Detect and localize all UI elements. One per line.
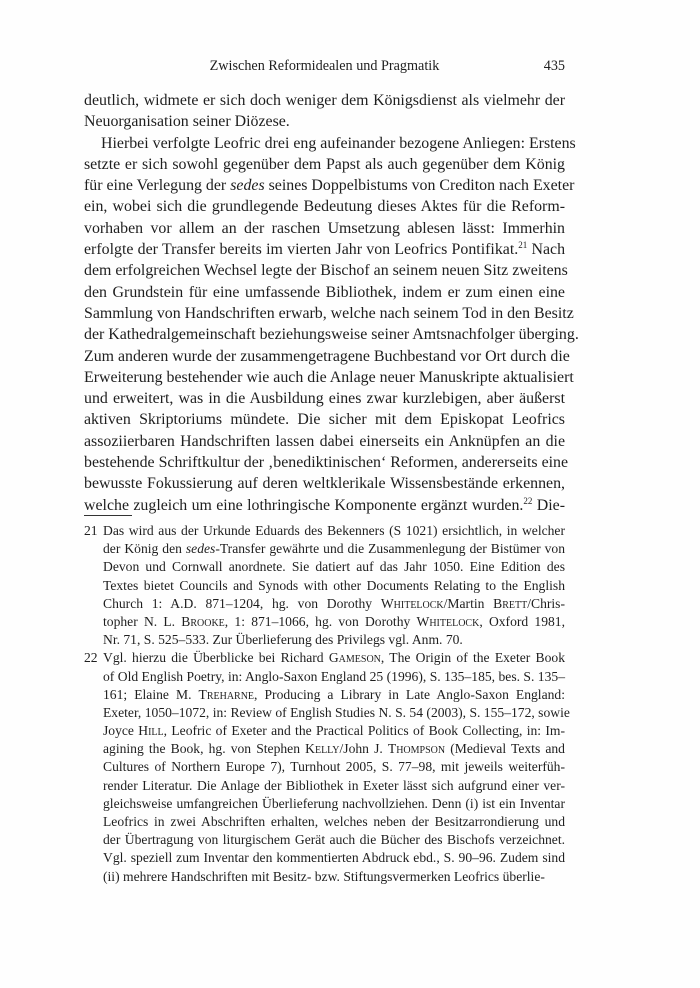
author-name: Hill (138, 723, 164, 739)
footnote-reference[interactable]: 21 (518, 240, 528, 251)
text-span: für eine Verlegung der (84, 177, 231, 195)
text-span: Joyce (103, 723, 139, 739)
footnote-line (103, 831, 565, 849)
text-span: Textes bietet Councils and Synods with other Documents Relating to the English (103, 577, 565, 593)
body-line (84, 175, 575, 196)
text-span: /Martin (443, 595, 494, 611)
body-line: dem erfolgreichen Wechsel legte der Bischof an seinem neuen Sitz zweitens (84, 262, 568, 280)
text-span: of Old English Poetry, in: Anglo-Saxon England 25 (1996), S. 135–185, bes. S. 135– (103, 668, 565, 684)
text-span: agining the Book, hg. von Stephen (103, 741, 306, 757)
text-span: erfolgte der Transfer bereits im vierten Jahr von Leofrics Pontifikat. (84, 241, 519, 259)
author-name: Whitelock (416, 613, 480, 629)
body-line (84, 239, 565, 260)
author-name: Treharne (198, 686, 255, 702)
body-line: aktiven Skriptoriums mündete. Die sicher mit dem Episkopat Leofrics (84, 411, 565, 429)
text-span: Church 1: A.D. 871–1204, hg. von Dorothy (103, 595, 381, 611)
body-line: assoziierbaren Handschriften lassen dabei einerseits ein Anknüpfen an die (84, 432, 565, 450)
body-line: vorhaben vor allem an der raschen Umsetzung ablesen lässt: Immerhin (84, 219, 565, 237)
footnote-line (103, 868, 565, 886)
text-span: , The Origin of the Exeter Book (380, 650, 566, 666)
italic-term: sedes (185, 541, 216, 557)
footnote-line (103, 558, 565, 576)
footnote-line (103, 631, 565, 649)
footnote-line (103, 813, 565, 831)
body-line: ein, wobei sich die grundlegende Bedeutung dieses Aktes für die Reform- (84, 198, 565, 216)
body-line: der Kathedralgemeinschaft beziehungsweise seiner Amtsnachfolger überging. (84, 326, 579, 344)
running-title: Zwischen Reformidealen und Pragmatik (209, 58, 440, 74)
footnote-number: 22 (84, 650, 98, 666)
body-line: bestehende Schriftkultur der ‚benediktinischen‘ Reformen, andererseits eine (84, 454, 569, 472)
text-span: der Übertragung von liturgischem Gerät auch die Bücher des Bischofs verzeichnet. (103, 832, 565, 848)
text-span: Nr. 71, S. 525–533. Zur Überlieferung des Privilegs vgl. Anm. 70. (103, 632, 463, 648)
text-span: , Producing a Library in Late Anglo-Saxon England: (254, 686, 565, 702)
body-line (84, 495, 565, 516)
footnote-line (103, 522, 565, 540)
text-span: /John J. (339, 741, 388, 757)
text-span: -Transfer gewährte und die Zusammenlegung der Bistümer von (215, 541, 565, 557)
footnote-line (103, 849, 565, 867)
footnote-separator (84, 515, 132, 516)
text-span: Vgl. hierzu die Überblicke bei Richard (103, 650, 329, 666)
page-number: 435 (543, 58, 565, 74)
body-line: Zum anderen wurde der zusammengetragene Buchbestand vor Ort durch die (84, 347, 570, 365)
footnotes (84, 522, 570, 886)
footnote-reference[interactable]: 22 (523, 495, 533, 506)
footnote-line (103, 613, 565, 631)
running-head (84, 58, 565, 80)
text-span: (ii) mehrere Handschriften mit Besitz- bzw. Stiftungsvermerken Leofrics überlie- (103, 868, 545, 884)
body-line: bewusste Fokussierung auf deren weltklerikale Wissensbestände erkennen, (84, 475, 565, 493)
text-span: Cultures of Northern Europe 7), Turnhout 2005, S. 77–98, mit jeweils weiterfüh- (103, 759, 565, 775)
text-span: Vgl. speziell zum Inventar den kommentierten Abdruck ebd., S. 90–96. Zudem sind (103, 850, 565, 866)
footnote-line (103, 540, 565, 558)
text-span: welche zugleich um eine lothringische Komponente ergänzt wurden. (84, 496, 524, 514)
body-line: deutlich, widmete er sich doch weniger dem Königsdienst als vielmehr der (84, 92, 565, 109)
footnote (84, 522, 565, 649)
author-name: Gameson (328, 650, 381, 666)
footnote-line (103, 686, 565, 704)
footnote-line (103, 795, 565, 813)
footnote-line (103, 777, 565, 795)
footnote-number: 21 (84, 523, 98, 538)
body-line: Hierbei verfolgte Leofric drei eng aufeinander bezogene Anliegen: Erstens (101, 134, 576, 152)
body-line: Erweiterung bestehender wie auch die Anlage neuer Manuskripte aktualisiert (84, 368, 574, 386)
footnote-line (103, 704, 570, 722)
author-name: Thompson (387, 741, 446, 757)
text-span: Das wird aus der Urkunde Eduards des Bekenners (S 1021) ersichtlich, in welcher (103, 523, 565, 538)
text-span: gleichsweise umfangreichen Überlieferung nachvollziehen. Denn (i) ist ein Inventar (103, 795, 565, 811)
author-name: Brooke (181, 613, 225, 629)
text-span: 161; Elaine M. (103, 686, 199, 702)
text-span: topher N. L. (103, 613, 182, 629)
text-span: (Medieval Texts and (445, 741, 565, 757)
text-span: render Literatur. Die Anlage der Bibliothek in Exeter lässt sich aufgrund einer ver- (103, 777, 565, 793)
author-name: Brett (493, 595, 528, 611)
footnote-line (103, 722, 565, 740)
text-span: seines Doppelbistums von Crediton nach Exeter (264, 177, 575, 195)
footnote (84, 649, 570, 885)
author-name: Whitelock (380, 595, 444, 611)
footnote-line (103, 668, 565, 686)
body-line: Sammlung von Handschriften erwarb, welche nach seinem Tod in den Besitz (84, 304, 574, 322)
body-line: den Grundstein für eine umfassende Bibliothek, indem er zum einen eine (84, 283, 565, 301)
body-text (84, 90, 579, 516)
text-span: Die- (532, 496, 565, 514)
footnote-line (103, 649, 565, 667)
text-span: Leofrics in zwei Abschriften erhalten, welches neben der Besitzarrondierung und (103, 814, 565, 829)
text-span: , 1: 871–1066, hg. von Dorothy (224, 613, 417, 629)
author-name: Kelly (305, 741, 340, 757)
footnote-line (103, 595, 565, 613)
text-span: , Leofric of Exeter and the Practical Politics of Book Collecting, in: Im- (163, 723, 565, 739)
text-span: /Chris- (527, 595, 565, 611)
text-span: , Oxford 1981, (479, 613, 565, 629)
footnote-line (103, 740, 565, 758)
body-line: setzte er sich sowohl gegenüber dem Papst als auch gegenüber dem König (84, 155, 565, 173)
footnote-line (103, 577, 565, 595)
italic-term: sedes (230, 177, 265, 195)
text-span: der König den (103, 541, 186, 557)
body-line: Neuorganisation seiner Diözese. (84, 113, 290, 131)
footnote-line (103, 758, 565, 776)
text-span: Exeter, 1050–1072, in: Review of English Studies N. S. 54 (2003), S. 155–172, sowie (103, 704, 570, 720)
body-line: und erweitert, was in die Ausbildung eines zwar kurzlebigen, aber äußerst (84, 390, 565, 408)
text-span: Nach (527, 241, 566, 259)
text-span: Devon und Cornwall anordnete. Sie datiert auf das Jahr 1050. Eine Edition des (103, 559, 565, 575)
